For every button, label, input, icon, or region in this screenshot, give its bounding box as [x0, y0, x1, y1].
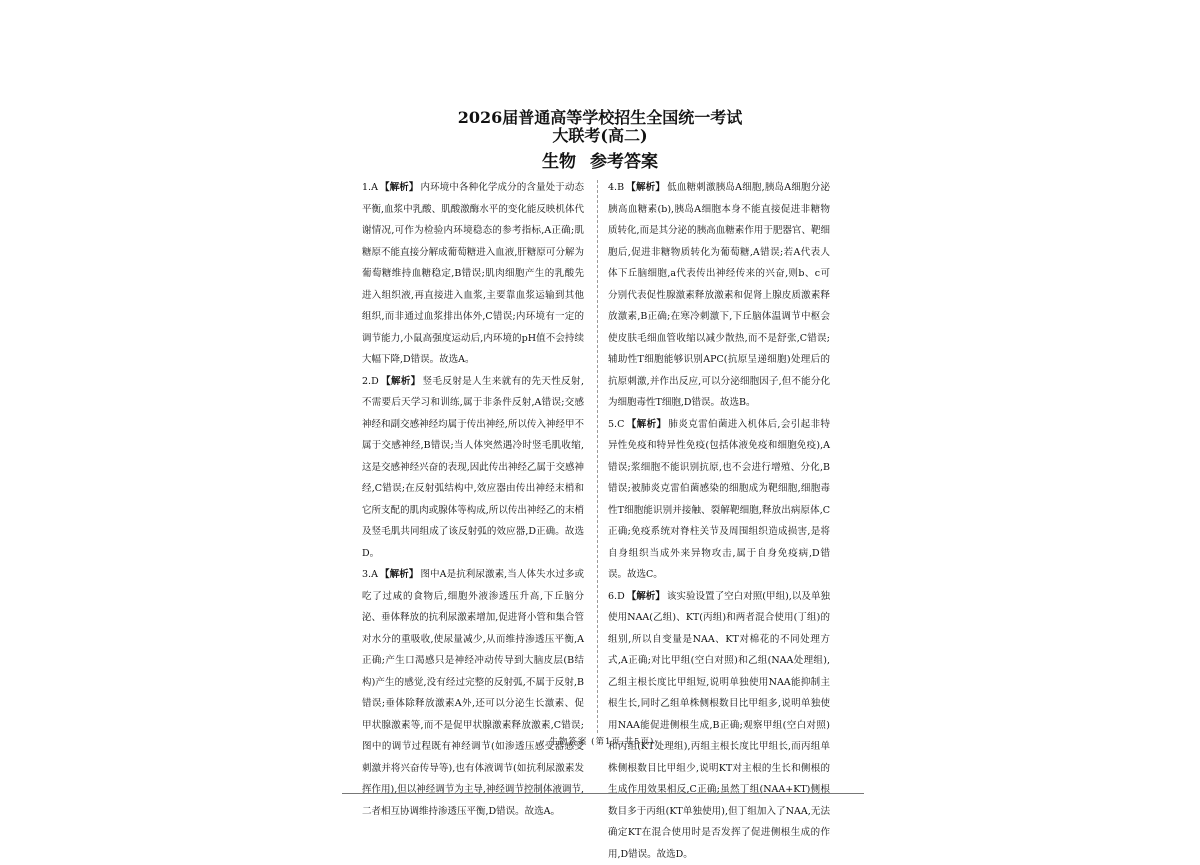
answer-label: 参考答案 — [590, 152, 658, 172]
answer-number: 2.D — [362, 376, 379, 387]
answer-text: 内环境中各种化学成分的含量处于动态平衡,血浆中乳酸、肌酸激酶水平的变化能反映机体代谢情况,可作为检验内环境稳态的参考指标,A正确;肌糖原不能直接分解成葡萄糖进入血液,肝糖原可分解为葡萄糖维持血糖稳定,B错误;肌肉细胞产生的乳酸先进入组织液,再直接进入血浆,主要靠血浆运输到其他组织,而非通过血浆排出体外,C错误;内环境有一定的调节能力,小鼠高强度运动后,内环境的pH值不会持续大幅下降,D错误。故选A。 — [362, 182, 584, 365]
exam-subtitle: 大联考(高二) — [0, 123, 1200, 146]
subject-heading — [0, 147, 1200, 172]
analysis-tag: 【解析】 — [381, 376, 421, 387]
answer-text: 该实验设置了空白对照(甲组),以及单独使用NAA(乙组)、KT(丙组)和两者混合使用(丁组)的组别,所以自变量是NAA、KT对棉花的不同处理方式,A正确;对比甲组(空白对照)和乙组(NAA处理组),乙组主根长度比甲组短,说明单独使用NAA能抑制主根生长,同时乙组单株侧根数目比甲组多,说明单独使用NAA能促进侧根生成,B正确;观察甲组(空白对照)和丙组(KT处理组),丙组主根长度比甲组长,而丙组单株侧根数目比甲组少,说明KT对主根的生长和侧根的生成作用效果相反,C正确;虽然丁组(NAA+KT)侧根数目多于丙组(KT单独使用),但丁组加入了NAA,无法确定KT在混合使用时是否发挥了促进侧根生成的作用,D错误。故选D。 — [608, 591, 830, 860]
analysis-tag: 【解析】 — [626, 419, 666, 430]
column-divider — [597, 180, 598, 733]
answer-text: 竖毛反射是人生来就有的先天性反射,不需要后天学习和训练,属于非条件反射,A错误;交感神经和副交感神经均属于传出神经,所以传入神经甲不属于交感神经,B错误;当人体突然遇冷时竖毛肌收缩,这是交感神经兴奋的表现,因此传出神经乙属于交感神经,C错误;在反射弧结构中,效应器由传出神经末梢和它所支配的肌肉或腺体等构成,所以传出神经乙的末梢及竖毛肌共同组成了该反射弧的效应器,D正确。故选D。 — [362, 376, 584, 559]
left-column — [362, 177, 584, 822]
subject-name: 生物 — [542, 152, 576, 172]
answer-number: 1.A — [362, 182, 378, 193]
analysis-tag: 【解析】 — [627, 591, 665, 602]
answer-number: 4.B — [608, 182, 624, 193]
page-footer: · 生物答案 (第1页,共5页)· — [0, 735, 1200, 747]
answer-number: 5.C — [608, 419, 624, 430]
analysis-tag: 【解析】 — [380, 182, 419, 193]
answer-text: 低血糖刺激胰岛A细胞,胰岛A细胞分泌胰高血糖素(b),胰岛A细胞本身不能直接促进非糖物质转化,而是其分泌的胰高血糖素作用于肥器官、靶细胞后,促进非糖物质转化为葡萄糖,A错误;若A代表人体下丘脑细胞,a代表传出神经传来的兴奋,则b、c可分别代表促性腺激素释放激素和促肾上腺皮质激素释放激素,B正确;在寒冷刺激下,下丘脑体温调节中枢会使皮肤毛细血管收缩以减少散热,而不是舒张,C错误;辅助性T细胞能够识别APC(抗原呈递细胞)处理后的抗原刺激,并作出反应,可以分泌细胞因子,但不能分化为细胞毒性T细胞,D错误。故选B。 — [608, 182, 830, 408]
answer-item-6 — [608, 586, 830, 865]
bottom-rule — [342, 793, 864, 794]
answer-number: 6.D — [608, 591, 625, 602]
analysis-tag: 【解析】 — [626, 182, 665, 193]
exam-title: 2026届普通高等学校招生全国统一考试 — [0, 105, 1200, 128]
answer-item-4 — [608, 177, 830, 414]
answer-item-5 — [608, 414, 830, 586]
answer-number: 3.A — [362, 569, 378, 580]
answer-item-1 — [362, 177, 584, 371]
answer-item-2 — [362, 371, 584, 565]
analysis-tag: 【解析】 — [380, 569, 419, 580]
answer-text: 图中A是抗利尿激素,当人体失水过多或吃了过咸的食物后,细胞外液渗透压升高,下丘脑分泌、垂体释放的抗利尿激素增加,促进肾小管和集合管对水分的重吸收,使尿量减少,从而维持渗透压平衡,A正确;产生口渴感只是神经冲动传导到大脑皮层(B结构)产生的感觉,没有经过完整的反射弧,不属于反射,B错误;垂体除释放激素A外,还可以分泌生长激素、促甲状腺激素等,而不是促甲状腺激素释放激素,C错误;图中的调节过程既有神经调节(如渗透压感受器感受刺激并将兴奋传导等),也有体液调节(如抗利尿激素发挥作用),但以神经调节为主导,神经调节控制体液调节,二者相互协调维持渗透压平衡,D错误。故选A。 — [362, 569, 584, 817]
answer-item-3 — [362, 564, 584, 822]
right-column — [608, 177, 830, 865]
answer-text: 肺炎克雷伯菌进入机体后,会引起非特异性免疫和特异性免疫(包括体液免疫和细胞免疫),A错误;浆细胞不能识别抗原,也不会进行增殖、分化,B错误;被肺炎克雷伯菌感染的细胞成为靶细胞,细胞毒性T细胞能识别并接触、裂解靶细胞,释放出病原体,C正确;免疫系统对脊柱关节及周围组织造成损害,是将自身组织当成外来异物攻击,属于自身免疫病,D错误。故选C。 — [608, 419, 830, 581]
